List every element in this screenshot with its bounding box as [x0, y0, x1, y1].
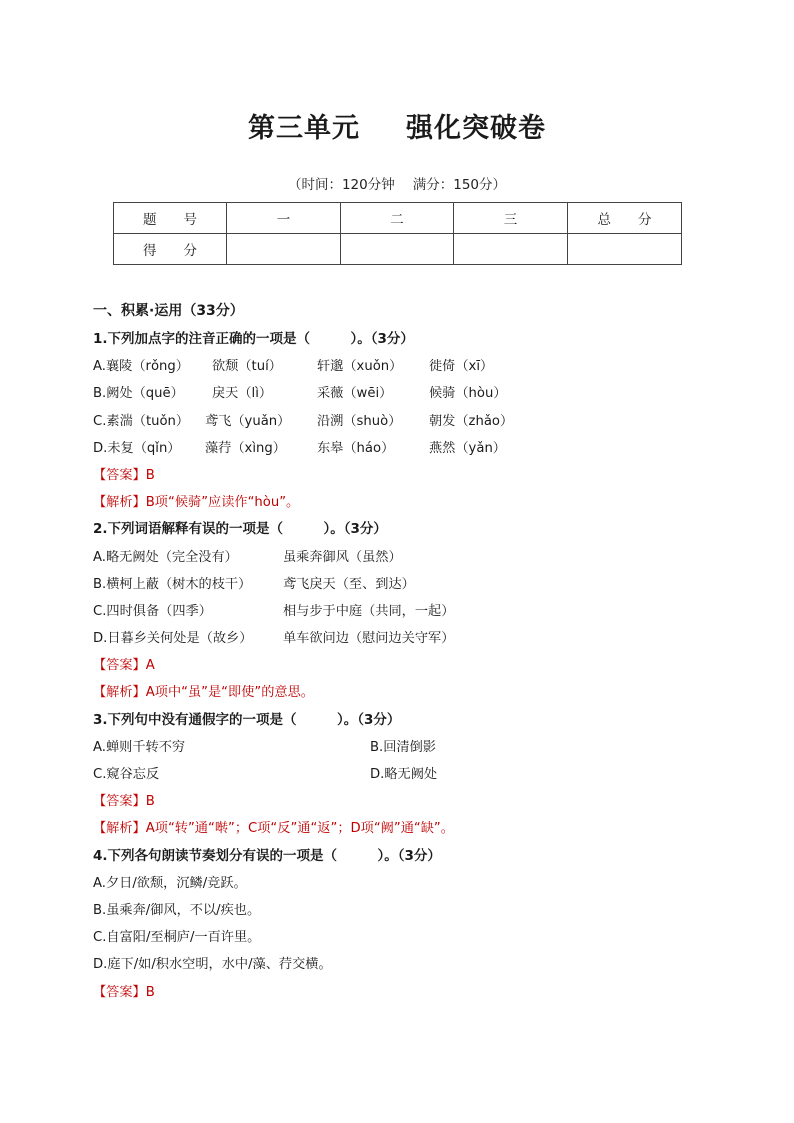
analysis-line [93, 815, 733, 842]
answer-value: B [145, 467, 155, 483]
option-row [93, 544, 733, 571]
answer-label: 【答案】 [93, 984, 146, 1000]
option-item: D.庭下/如/积水空明，水中/藻、荇交横。 [93, 957, 332, 973]
answer-value: B [145, 984, 155, 1000]
score-blank-cell [341, 234, 454, 265]
option-item: C.四时俱备（四季） [93, 603, 212, 619]
question-1: 1.下列加点字的注音正确的一项是（ ）。（3分） [93, 331, 414, 347]
exam-info [0, 173, 794, 193]
option-item: 欲颓（tuí） [212, 359, 282, 375]
option-item: B.阙处（quē） [93, 386, 184, 402]
exam-content [93, 298, 733, 1006]
analysis-line [93, 489, 733, 516]
score-table-header-row [114, 203, 682, 234]
option-item: 鸢飞戾天（至、到达） [283, 576, 415, 592]
analysis-text: A项中“虽”是“即使”的意思。 [145, 685, 314, 701]
answer-line [93, 462, 733, 489]
score-blank-cell [227, 234, 341, 265]
section-heading: 一、积累·运用（33分） [93, 303, 244, 319]
option-item: C.窥谷忘反 [93, 767, 160, 782]
option-item: B.回清倒影 [370, 739, 436, 755]
answer-line [93, 788, 733, 815]
option-item: C.自富阳/至桐庐/一百许里。 [93, 930, 261, 946]
score-table-cell: 题 号 [114, 203, 227, 234]
title-unit: 第三单元 [248, 113, 360, 144]
option-item: 沿溯（shuò） [317, 413, 402, 429]
option-item: D.略无阙处 [370, 767, 438, 782]
option-row [93, 435, 733, 462]
score-table-cell: 三 [454, 203, 568, 234]
option-item: A.蝉则千转不穷 [93, 739, 186, 755]
option-item: 东皋（háo） [317, 440, 395, 456]
option-item: D.日暮乡关何处是（故乡） [93, 631, 253, 647]
answer-value: A [145, 658, 155, 674]
question-3: 3.下列句中没有通假字的一项是（ ）。（3分） [93, 711, 401, 728]
option-item: D.未复（qǐn） [93, 440, 181, 456]
option-item: 藻荇（xìng） [205, 440, 286, 456]
option-row [93, 380, 733, 407]
question-2: 2.下列词语解释有误的一项是（ ）。（3分） [93, 521, 387, 538]
analysis-text: B项“候骑”应读作“hòu”。 [145, 495, 300, 511]
option-item: B.虽乘奔/御风，不以/疾也。 [93, 902, 261, 918]
option-item: B.横柯上蔽（树木的枝干） [93, 576, 252, 592]
score-table-cell: 得 分 [114, 234, 227, 265]
option-row [93, 734, 733, 761]
option-row [93, 598, 733, 625]
option-item: 鸢飞（yuǎn） [205, 413, 291, 429]
exam-score: 满分：150分） [412, 177, 507, 193]
option-row [93, 571, 733, 598]
option-item: 朝发（zhǎo） [429, 413, 514, 429]
title-name: 强化突破卷 [406, 113, 546, 144]
option-item: 虽乘奔御风（虽然） [283, 549, 402, 565]
option-item: 徙倚（xī） [429, 359, 494, 375]
analysis-label: 【解析】 [93, 685, 146, 701]
analysis-text: A项“转”通“啭”；C项“反”通“返”；D项“阙”通“缺”。 [145, 821, 454, 837]
option-item: C.素湍（tuǒn） [93, 413, 190, 429]
answer-label: 【答案】 [93, 658, 146, 674]
answer-value: B [145, 794, 155, 810]
option-item: 戾天（lì） [212, 386, 273, 402]
score-table-cell: 一 [227, 203, 341, 234]
answer-line [93, 979, 733, 1006]
option-item: A.略无阙处（完全没有） [93, 549, 238, 565]
option-row [93, 761, 733, 788]
option-row [93, 625, 733, 652]
option-row [93, 353, 733, 380]
score-blank-cell [454, 234, 568, 265]
score-table-cell: 二 [341, 203, 454, 234]
option-row [93, 408, 733, 435]
score-table-cell: 总 分 [568, 203, 682, 234]
analysis-label: 【解析】 [93, 821, 146, 837]
question-4: 4.下列各句朗读节奏划分有误的一项是（ ）。（3分） [93, 847, 441, 864]
option-item: 燕然（yǎn） [429, 440, 506, 456]
answer-label: 【答案】 [93, 467, 146, 483]
score-table [113, 202, 682, 265]
option-item: 候骑（hòu） [429, 386, 507, 402]
option-item: 相与步于中庭（共同，一起） [283, 603, 455, 619]
exam-time: （时间：120分钟 [287, 177, 395, 193]
option-item: 采薇（wēi） [317, 386, 393, 402]
option-item: A.夕日/欲颓，沉鳞/竞跃。 [93, 875, 247, 891]
page-title [0, 106, 794, 145]
answer-line [93, 652, 733, 679]
option-item: A.襄陵（rǒng） [93, 359, 189, 375]
analysis-label: 【解析】 [93, 495, 146, 511]
score-blank-cell [568, 234, 682, 265]
option-item: 轩邈（xuǒn） [317, 359, 403, 375]
answer-label: 【答案】 [93, 794, 146, 810]
analysis-line [93, 679, 733, 706]
score-table-score-row [114, 234, 682, 265]
option-item: 单车欲问边（慰问边关守军） [283, 631, 455, 647]
